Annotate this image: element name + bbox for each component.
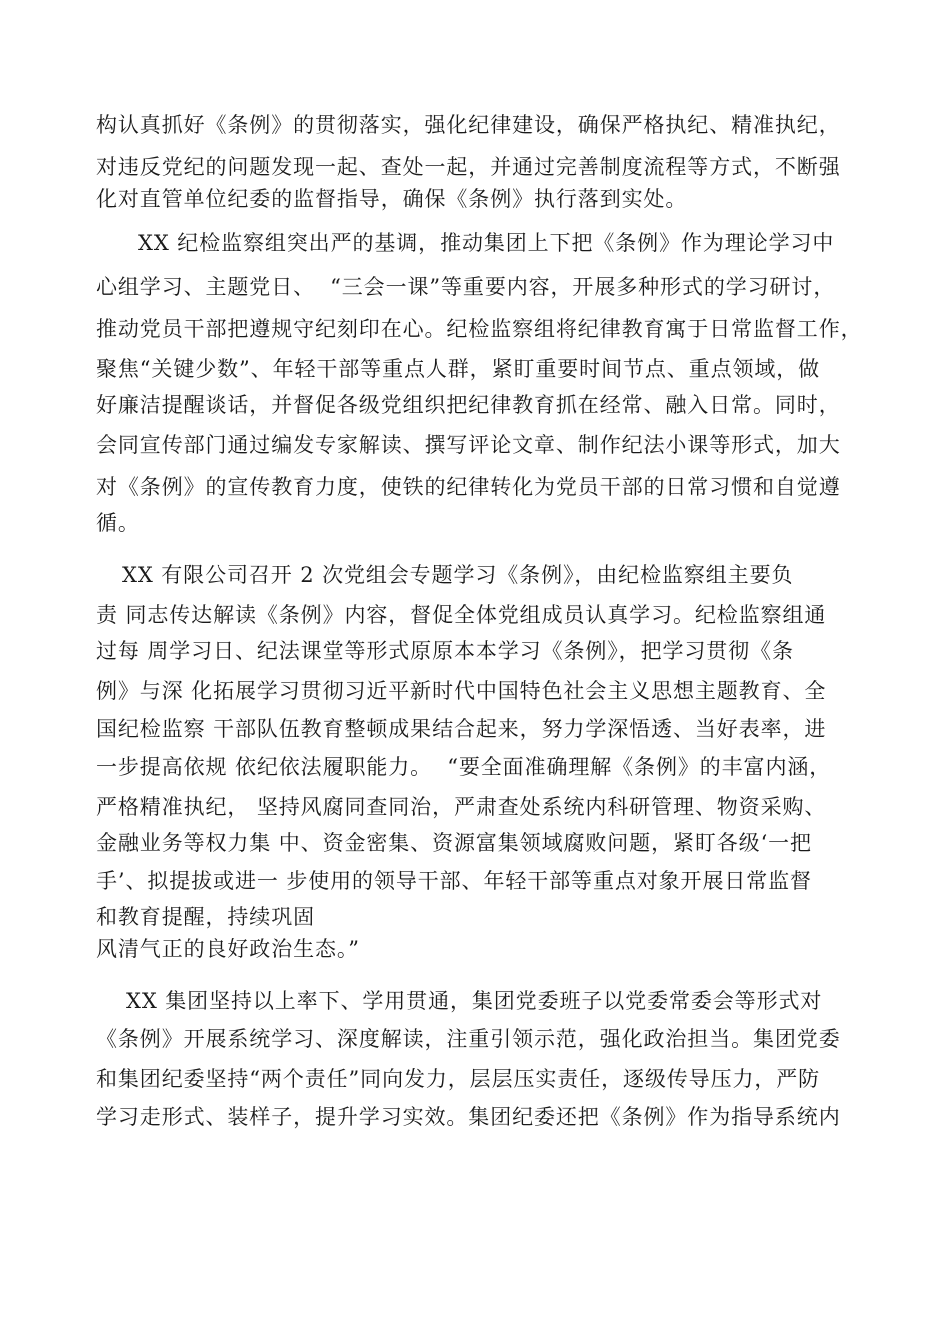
paragraph-line: 推动党员干部把遵规守纪刻印在心。纪检监察组将纪律教育寓于日常监督工作， — [96, 317, 863, 341]
paragraph-line: XX 有限公司召开 2 次党组会专题学习《条例》，由纪检监察组主要负 — [122, 563, 794, 587]
paragraph-line: 国纪检监察 干部队伍教育整顿成果结合起来，努力学深悟透、当好表率，进 — [96, 717, 827, 741]
paragraph-line: 化对直管单位纪委的监督指导，确保《条例》执行落到实处。 — [96, 187, 688, 211]
paragraph-line: 学习走形式、装样子，提升学习实效。集团纪委还把《条例》作为指导系统内 — [96, 1105, 841, 1129]
paragraph-line: 好廉洁提醒谈话，并督促各级党组织把纪律教育抓在经常、融入日常。同时， — [96, 393, 841, 417]
paragraph-line: 会同宣传部门通过编发专家解读、撰写评论文章、制作纪法小课等形式，加大 — [96, 433, 841, 457]
paragraph-line: XX 纪检监察组突出严的基调，推动集团上下把《条例》作为理论学习中 — [138, 231, 835, 255]
paragraph-line: 心组学习、主题党日、 “三会一课”等重要内容，开展多种形式的学习研讨， — [96, 275, 836, 299]
paragraph-line: 一步提高依规 依纪依法履职能力。 “要全面准确理解《条例》的丰富内涵， — [96, 755, 832, 779]
paragraph-line: 严格精准执纪， 坚持风腐同查同治，严肃查处系统内科研管理、物资采购、 — [96, 795, 827, 819]
paragraph-line: 对违反党纪的问题发现一起、查处一起，并通过完善制度流程等方式，不断强 — [96, 155, 841, 179]
paragraph-line: XX 集团坚持以上率下、学用贯通，集团党委班子以党委常委会等形式对 — [126, 989, 823, 1013]
paragraph-line: 聚焦“关键少数”、年轻干部等重点人群，紧盯重要时间节点、重点领域，做 — [96, 357, 821, 381]
paragraph-line: 循。 — [96, 511, 140, 535]
paragraph-line: 风清气正的良好政治生态。” — [96, 937, 360, 961]
paragraph-line: 金融业务等权力集 中、资金密集、资源富集领域腐败问题，紧盯各级‘一把 — [96, 831, 812, 855]
paragraph-line: 对《条例》的宣传教育力度，使铁的纪律转化为党员干部的日常习惯和自觉遵 — [96, 475, 841, 499]
paragraph-line: 手’、拟提拔或进一 步使用的领导干部、年轻干部等重点对象开展日常监督 — [96, 869, 812, 893]
paragraph-line: 和集团纪委坚持“两个责任”同向发力，层层压实责任，逐级传导压力，严防 — [96, 1067, 821, 1091]
paragraph-line: 责 同志传达解读《条例》内容，督促全体党组成员认真学习。纪检监察组通 — [96, 603, 827, 627]
paragraph-line: 和教育提醒，持续巩固 — [96, 905, 315, 929]
paragraph-line: 构认真抓好《条例》的贯彻落实，强化纪律建设，确保严格执纪、精准执纪， — [96, 113, 841, 137]
paragraph-line: 《条例》开展系统学习、深度解读，注重引领示范，强化政治担当。集团党委 — [96, 1027, 841, 1051]
paragraph-line: 过每 周学习日、纪法课堂等形式原原本本学习《条例》，把学习贯彻《条 — [96, 639, 794, 663]
paragraph-line: 例》与深 化拓展学习贯彻习近平新时代中国特色社会主义思想主题教育、全 — [96, 679, 827, 703]
